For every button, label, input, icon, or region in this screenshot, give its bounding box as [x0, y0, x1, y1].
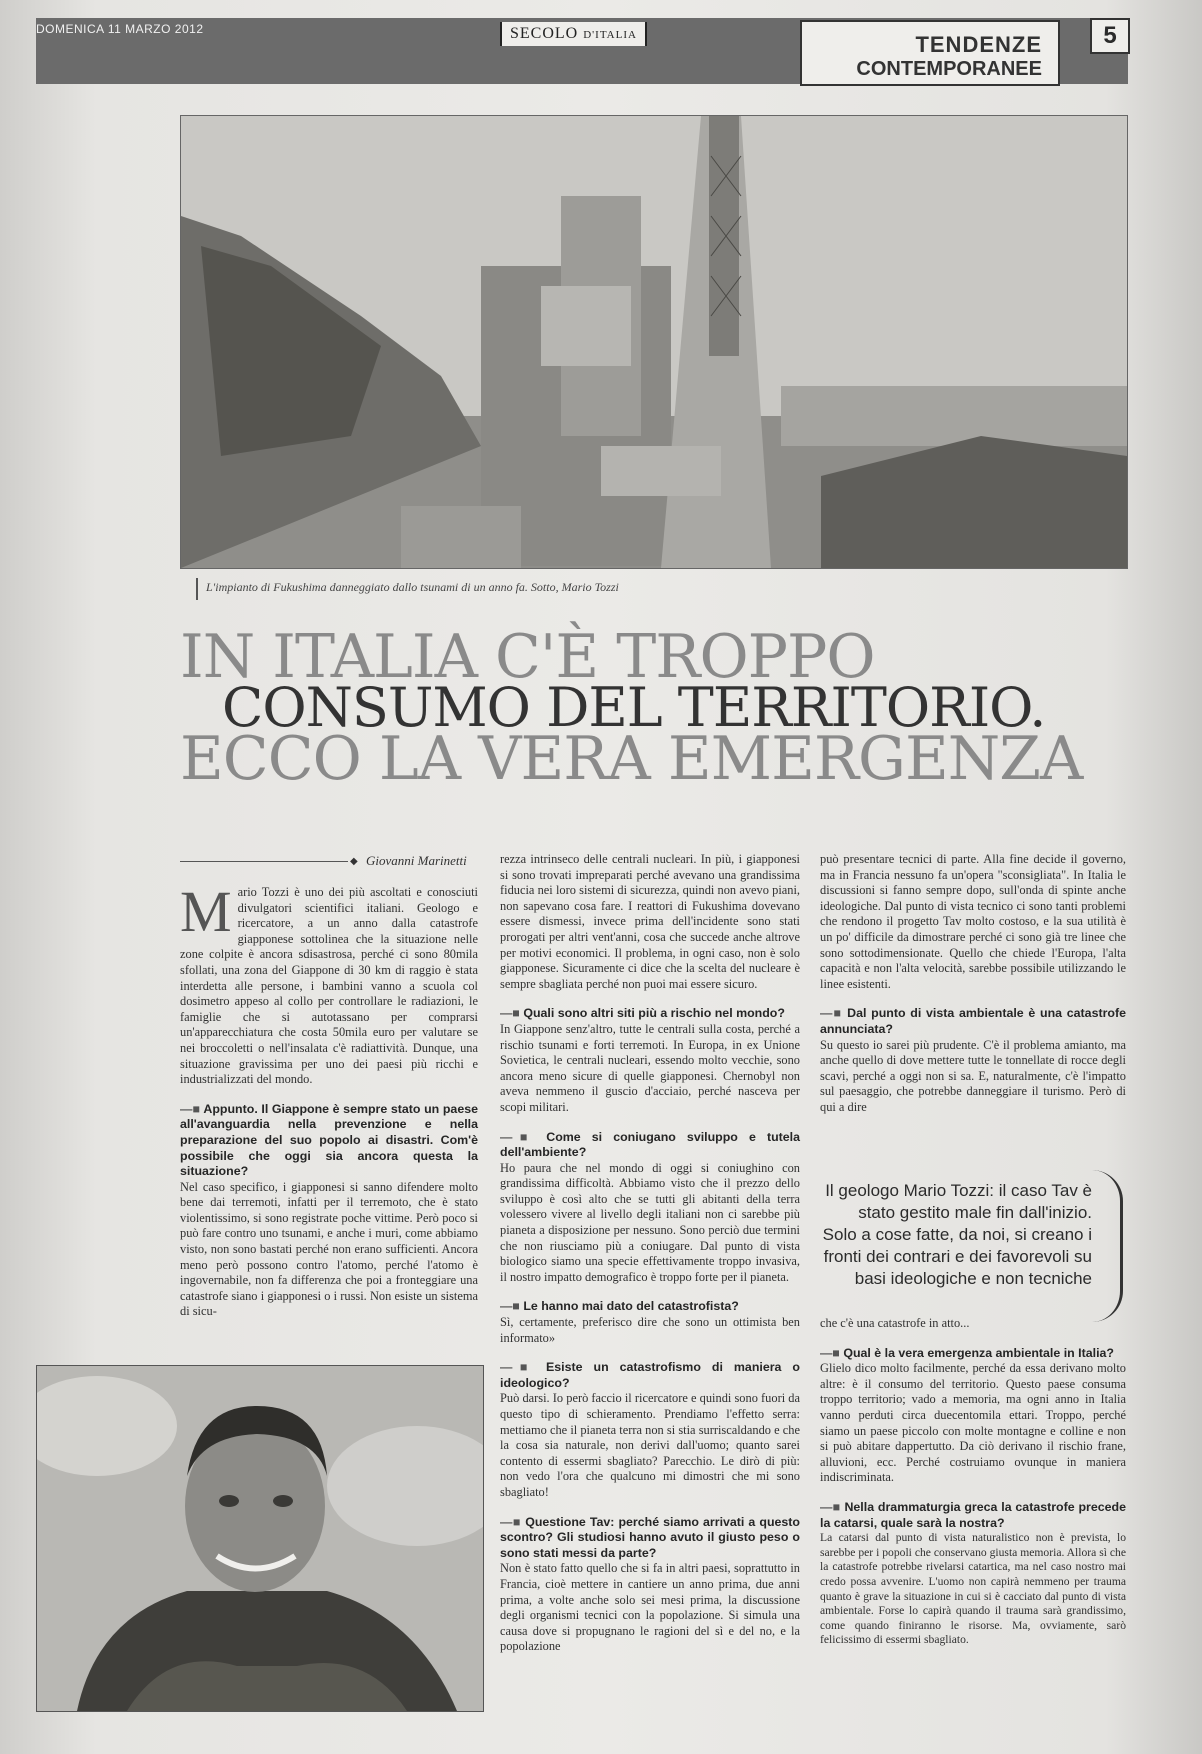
article-column-1 [180, 879, 479, 1320]
page-number: 5 [1090, 18, 1130, 54]
masthead [500, 22, 647, 46]
answer-5: Può darsi. Io però faccio il ricercatore e quindi sono fuori da questo tipo di schieramento. Prendiamo l'effetto serra: mettiamo che il pianeta terra non si stia surriscaldando e che la cosa sia naturale, non derivi dall'uomo; quanto sarei contento di essermi sbagliato? Parecchio. Le dirò di più: non vedo l'ora che qualcuno mi dimostri che mi sono sbagliato! [500, 1391, 800, 1499]
article-column-3-upper [820, 852, 1126, 1116]
portrait-illustration [37, 1366, 483, 1711]
answer-1: Nel caso specifico, i giapponesi si sanno difendere molto bene dai terremoti, infatti per il terremoto, che è stato violentissimo, si sono registrate poche vittime. Però poco si può fare contro uno tsunami, e anche i muri, come abbiamo visto, non sono bastati perché non erano sufficienti. Ancora meno però possono contro l'atomo, perché l'atomo è ingovernabile, non fa differenza che poi a fronteggiare una catastrofe siano i giapponesi o i russi. Non esiste un sistema di sicu- [180, 1179, 478, 1319]
answer-9: La catarsi dal punto di vista naturalistico non è prevista, lo sarebbe per i popoli che conservano giusta memoria. Allora sì che la catastrofe potrebbe rivelarsi catartica, ma nel caso nostro mai credo possa avvenire. L'uomo non capirà nemmeno per trauma quanto è grave la situazione in cui si è cacciato dal punto di vista ambientale. Forse lo capirà quando il trauma sarà grandissimo, come quando finiranno le risorse. Ma, ovviamente, sarò felicissimo di essermi sbagliato. [820, 1531, 1126, 1647]
question-7: —■ Dal punto di vista ambientale è una catastrofe annunciata? [820, 1006, 1126, 1037]
section-label-line1: TENDENZE [915, 32, 1042, 57]
answer-3: Ho paura che nel mondo di oggi si coniughino con grandissima difficoltà. Abbiamo visto che il prezzo dello sviluppo è così alto che se tutti gli abitanti della terra volessero vivere al livello degli italiani non ci sarebbe più pianeta a disposizione per nessuno. Sono perciò due termini che non riusciamo più a coniugare. Dal punto di vista biologico siamo una specie effettivamente troppo invasiva, il nostro impatto demografico è troppo forte per il pianeta. [500, 1160, 800, 1284]
photo-caption: L'impianto di Fukushima danneggiato dallo tsunami di un anno fa. Sotto, Mario Tozzi [206, 580, 619, 594]
answer-7: Su questo io sarei più prudente. C'è il problema amianto, ma anche quello di dove mettere tutte le tonnellate di rocce degli scavi, perché a oggi non si sa. E, naturalmente, c'è l'impatto sul paesaggio, che potrebbe danneggiare il turismo. Però di qui a dire [820, 1037, 1126, 1114]
pull-quote-bracket [1092, 1170, 1123, 1322]
byline: Giovanni Marinetti [366, 853, 467, 868]
pull-quote: Il geologo Mario Tozzi: il caso Tav è stato gestito male fin dall'inizio. Solo a cose fatte, da noi, si creano i fronti dei contrari e dei favorevoli su basi ideologiche e non tecniche [822, 1181, 1092, 1288]
byline-rule [180, 861, 348, 862]
article-column-3-lower [820, 1316, 1126, 1648]
question-2: —■ Quali sono altri siti più a rischio nel mondo? [500, 1006, 800, 1022]
question-4: —■ Le hanno mai dato del catastrofista? [500, 1299, 800, 1315]
answer-7-continued: che c'è una catastrofe in atto... [820, 1316, 970, 1330]
question-1: —■ Appunto. Il Giappone è sempre stato un paese all'avanguardia nella prevenzione e nella preparazione del suo popolo ai disastri. Com'è possibile che oggi sia ancora questa la situazione? [180, 1102, 478, 1180]
intro-text: ario Tozzi è uno dei più ascoltati e conosciuti divulgatori scientifici italiani. Geologo e ricercatore, a un anno dalla catastrofe giapponese sottolinea che la situazione nelle zone colpite è ancora sdisastrosa, perché ci sono 80mila sfollati, una zona del Giappone di 30 km di raggio è stata interdetta alle persone, i bambini vanno a scuola col dosimetro appeso al collo per controllare le radiazioni, le famiglie che si autotassano per comprarsi un'apparecchiatura che costa 50mila euro per valutare se nei broccoletti o nell'insalata c'è radiattività. Dunque, una situazione gravissima per uno dei paesi più ricchi e industrializzati del mondo. [180, 885, 478, 1087]
dateline: DOMENICA 11 MARZO 2012 [36, 22, 204, 36]
question-6: —■ Questione Tav: perché siamo arrivati a questo scontro? Gli studiosi hanno avuto il giusto peso o sono stati messi da parte? [500, 1515, 800, 1562]
masthead-suffix: D'ITALIA [583, 29, 637, 41]
masthead-title: SECOLO [510, 25, 579, 42]
headline-line3: ECCO LA VERA EMERGENZA [180, 724, 1083, 794]
answer-4: Sì, certamente, preferisco dire che sono un ottimista ben informato» [500, 1315, 800, 1345]
question-8: —■ Qual è la vera emergenza ambientale in Italia? [820, 1346, 1126, 1362]
intro-paragraph [180, 879, 478, 1088]
question-3: —■ Come si coniugano sviluppo e tutela dell'ambiente? [500, 1130, 800, 1161]
drop-cap: M [180, 879, 232, 944]
article-column-2 [500, 852, 800, 1655]
answer-8: Glielo dico molto facilmente, perché da essa derivano molto altre: è il consumo del territorio. Questo paese consuma troppo territorio; vado a memoria, ma ogni anno in Italia vanno perduti circa duecentomila ettari. Troppo, perché siamo un paese piccolo con molte montagne e colline e non si può abitare dappertutto. Da ciò derivano il rischio frane, alluvioni, ecc. Perché costruiamo ovunque in maniera indiscriminata. [820, 1361, 1126, 1485]
byline-diamond-icon: ◆ [350, 856, 358, 867]
answer-6-continued: può presentare tecnici di parte. Alla fine decide il governo, ma in Francia nessuno fa un'opera "sconsigliata". In Italia le discussioni si fanno sempre dopo, sull'onda di spinte anche ideologiche. Dal punto di vista tecnico ci sono tanti problemi che rendono il progetto Tav molto costoso, e la sua utilità è un po' difficile da dimostrare perché ci sono già tre linee che sono sottodimensionate. Quello che chiede l'Europa, l'alta capacità e non l'alta velocità, sarebbe possibile utilizzando le linee esistenti. [820, 852, 1126, 991]
answer-1-continued: rezza intrinseco delle centrali nucleari. In più, i giapponesi si sono trovati impreparati perché avevano una grandissima fiducia nei loro sistemi di sicurezza, quindi non avevo piani, non sapevano cosa fare. I reattori di Fukushima dovevano essere dismessi, invece prima dell'incidente sono stati prorogati per altri vent'anni, cosa che succede anche altrove per motivi economici. Il problema, in ogni caso, non è solo giapponese. Sicuramente ci dice che la scelta del nucleare è sempre sbagliata perché non puoi mai essere sicuro. [500, 852, 800, 991]
answer-6: Non è stato fatto quello che si fa in altri paesi, soprattutto in Francia, cioè mettere in cantiere un anno prima, due anni prima, a volte anche solo sei mesi prima, la discussione degli organismi tecnici con la popolazione. Si simula una causa dove si propugnano le ragioni del sì e del no, e la popolazione [500, 1561, 800, 1654]
question-5: —■ Esiste un catastrofismo di maniera o ideologico? [500, 1360, 800, 1391]
section-label-line2: CONTEMPORANEE [856, 58, 1042, 80]
question-9: —■ Nella drammaturgia greca la catastrofe precede la catarsi, quale sarà la nostra? [820, 1500, 1126, 1531]
section-label-box [800, 20, 1060, 86]
headline-line2: CONSUMO DEL TERRITORIO. [222, 676, 1046, 739]
fukushima-photo-illustration [181, 116, 1127, 568]
headline-line1: IN ITALIA C'È TROPPO [180, 622, 875, 692]
fukushima-photo [180, 115, 1128, 569]
mario-tozzi-portrait [36, 1365, 484, 1712]
caption-rule [196, 578, 198, 600]
answer-2: In Giappone senz'altro, tutte le centrali sulla costa, perché a rischio tsunami e forti terremoti. In Europa, in ex Unione Sovietica, le centrali nucleari, essendo molto vecchie, sono ancora meno sicure di quelle giapponesi. Chernobyl non aveva nemmeno il guscio d'acciaio, perché nasceva per scopi militari. [500, 1021, 800, 1114]
